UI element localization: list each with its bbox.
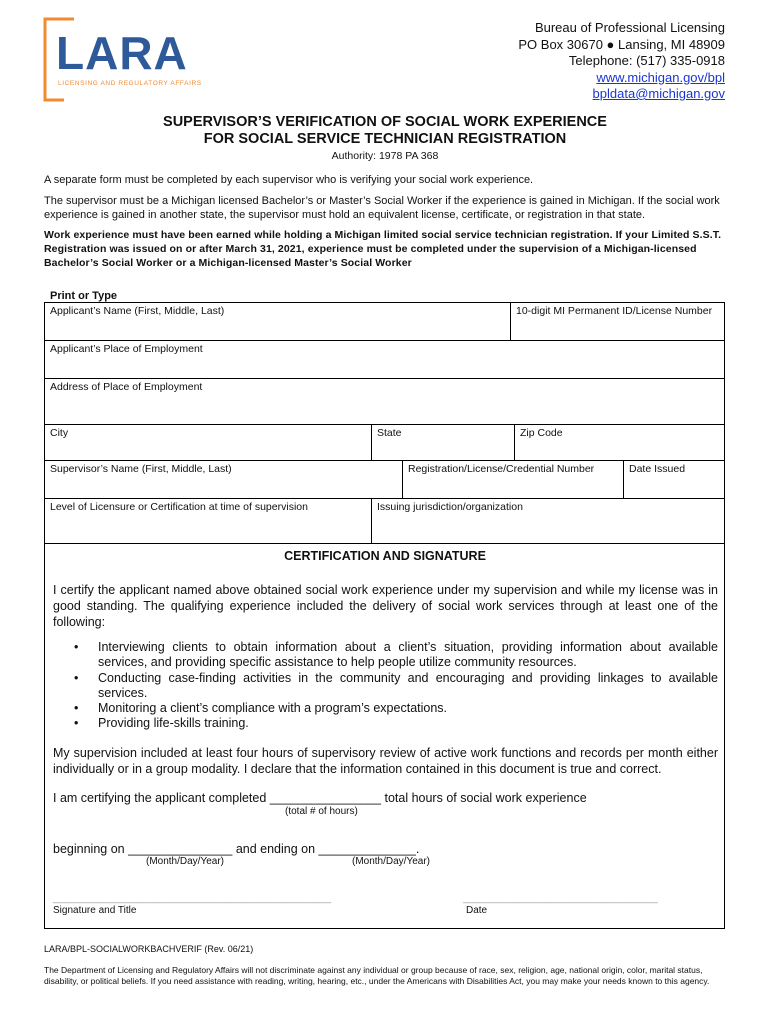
state-label: State	[377, 427, 402, 439]
nondiscrimination-notice: The Department of Licensing and Regulatory Affairs will not discriminate against any individual or group because of race, sex, religion, age, national origin, color, marital status, disability, or political beliefs. If you need assistance with reading, writing, hearing, etc., under the Americans with Disabilities Act, you may make your needs known to this agency.	[44, 965, 710, 986]
list-item: • Monitoring a client’s compliance with a program’s expectations.	[74, 701, 448, 716]
date-line[interactable]: ___________________________________	[463, 893, 658, 904]
po-box: PO Box 30670 ● Lansing, MI 48909	[518, 36, 725, 52]
begin-date-caption: (Month/Day/Year)	[146, 856, 224, 867]
level-of-licensure-label: Level of Licensure or Certification at time of supervision	[50, 501, 308, 513]
zip-field[interactable]	[514, 424, 725, 460]
certification-paragraph-1: I certify the applicant named above obtained social work experience under my supervision and while my license was in good standing. The qualifying experience included the delivery of social work services through at least one of the following:	[53, 583, 718, 629]
registration-number-field[interactable]	[402, 460, 623, 498]
intro-paragraph-3: Work experience must have been earned while holding a Michigan limited social service technician registration. If your Limited S.S.T. Registration was issued on or after March 31, 2021, experience must be completed under the supervision of a Michigan-licensed Bachelor’s Social Worker or a Michigan-licensed Master’s Social Worker	[44, 229, 722, 269]
address-of-employment-label: Address of Place of Employment	[50, 381, 203, 393]
form-title	[0, 114, 770, 148]
city-label: City	[50, 427, 69, 439]
supervisor-name-field[interactable]	[44, 460, 402, 498]
date-issued-label: Date Issued	[629, 463, 686, 475]
lara-logo	[42, 16, 202, 102]
intro-paragraph-2: The supervisor must be a Michigan licensed Bachelor’s or Master’s Social Worker if the experience is gained in Michigan. If the social work experience is gained in another state, the supervisor must hold an equivalent license, certificate, or registration in that state.	[44, 195, 720, 221]
bureau-address	[518, 20, 725, 103]
issuing-jurisdiction-label: Issuing jurisdiction/organization	[377, 501, 523, 513]
intro-paragraph-1: A separate form must be completed by each supervisor who is verifying your social work experience.	[44, 174, 534, 186]
license-number-field[interactable]	[510, 302, 725, 340]
print-or-type-label: Print or Type	[50, 290, 118, 302]
qualifying-services-list	[68, 640, 718, 732]
supervisor-name-label: Supervisor’s Name (First, Middle, Last)	[50, 463, 232, 475]
license-number-label: 10-digit MI Permanent ID/License Number	[516, 305, 713, 317]
logo-wordmark: LARA	[56, 27, 188, 79]
applicant-name-label: Applicant’s Name (First, Middle, Last)	[50, 305, 225, 317]
applicant-name-field[interactable]	[44, 302, 510, 340]
certification-heading: CERTIFICATION AND SIGNATURE	[284, 549, 486, 563]
list-item: • Conducting case-finding activities in the community and encouraging and providing linkages to available services.	[74, 670, 718, 700]
date-label: Date	[466, 905, 488, 916]
zip-label: Zip Code	[520, 427, 563, 439]
title-line-2: FOR SOCIAL SERVICE TECHNICIAN REGISTRATION	[203, 131, 567, 147]
registration-number-label: Registration/License/Credential Number	[408, 463, 595, 475]
state-field[interactable]	[371, 424, 514, 460]
issuing-jurisdiction-field[interactable]	[371, 498, 725, 544]
website-link[interactable]: www.michigan.gov/bpl	[596, 69, 725, 85]
end-date-caption: (Month/Day/Year)	[352, 856, 430, 867]
bureau-name: Bureau of Professional Licensing	[534, 20, 725, 35]
certification-box-bottom	[44, 928, 725, 929]
total-hours-line[interactable]: I am certifying the applicant completed ________________ total hours of social work experience	[53, 791, 587, 805]
date-range-line[interactable]: beginning on _______________ and ending on ______________.	[53, 842, 420, 856]
certification-paragraph-2: My supervision included at least four hours of supervisory review of active work functions and records per month either individually or in a group modality. I declare that the information contained in this document is true and correct.	[53, 746, 718, 776]
level-of-licensure-field[interactable]	[44, 498, 371, 544]
place-of-employment-label: Applicant’s Place of Employment	[50, 343, 203, 355]
authority: Authority: 1978 PA 368	[331, 150, 439, 162]
form-code: LARA/BPL-SOCIALWORKBACHVERIF (Rev. 06/21)	[44, 944, 254, 954]
date-issued-field[interactable]	[623, 460, 725, 498]
logo-subtitle: LICENSING AND REGULATORY AFFAIRS	[58, 80, 202, 87]
title-line-1: SUPERVISOR’S VERIFICATION OF SOCIAL WORK EXPERIENCE	[163, 114, 607, 130]
total-hours-caption: (total # of hours)	[285, 806, 358, 817]
address-of-employment-field[interactable]	[44, 378, 725, 424]
list-item: • Providing life-skills training.	[74, 716, 249, 731]
email-link[interactable]: bpldata@michigan.gov	[592, 86, 725, 101]
list-item: • Interviewing clients to obtain information about a client’s situation, providing information about available services, and providing specific assistance to help people utilize community resources.	[74, 640, 718, 670]
place-of-employment-field[interactable]	[44, 340, 725, 378]
telephone: Telephone: (517) 335-0918	[568, 53, 725, 68]
signature-line[interactable]: __________________________________________________	[53, 893, 332, 904]
signature-label: Signature and Title	[53, 905, 137, 916]
city-field[interactable]	[44, 424, 371, 460]
